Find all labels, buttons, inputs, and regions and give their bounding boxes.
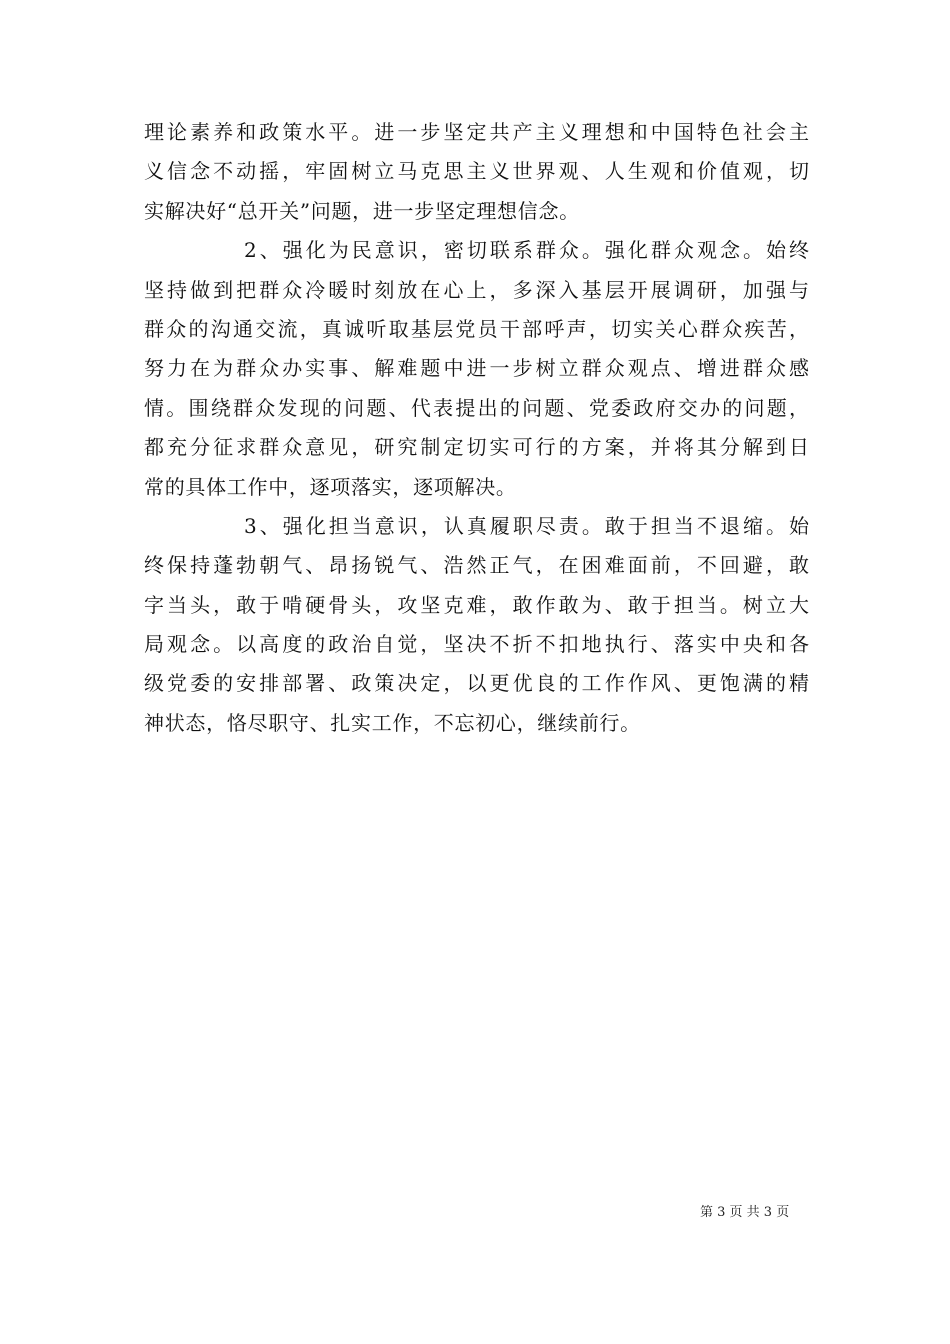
text-line: 终保持蓬勃朝气、昂扬锐气、浩然正气，在困难面前，不回避，敢 bbox=[144, 553, 809, 578]
text-line: 字当头，敢于啃硬骨头，攻坚克难，敢作敢为、敢于担当。树立大 bbox=[144, 592, 809, 617]
text-line: 理论素养和政策水平。进一步坚定共产主义理想和中国特色社会主 bbox=[144, 120, 809, 144]
text-line: 神状态，恪尽职守、扎实工作，不忘初心，继续前行。 bbox=[144, 710, 641, 735]
text-line: 局观念。以高度的政治自觉，坚决不折不扣地执行、落实中央和各 bbox=[144, 632, 809, 657]
text-line: 都充分征求群众意见，研究制定切实可行的方案，并将其分解到日 bbox=[144, 435, 809, 460]
page-number-footer: 第 3 页 共 3 页 bbox=[700, 1205, 790, 1220]
text-line: 实解决好“总开关”问题，进一步坚定理想信念。 bbox=[144, 198, 580, 223]
paragraph-2-heading-line: 2、强化为民意识，密切联系群众。强化群众观念。始终 bbox=[244, 238, 809, 263]
text-line: 情。围绕群众发现的问题、代表提出的问题、党委政府交办的问题， bbox=[144, 395, 809, 420]
text-line: 义信念不动摇，牢固树立马克思主义世界观、人生观和价值观，切 bbox=[144, 159, 809, 184]
text-line: 群众的沟通交流，真诚听取基层党员干部呼声，切实关心群众疾苦， bbox=[144, 316, 809, 341]
text-line: 努力在为群众办实事、解难题中进一步树立群众观点、增进群众感 bbox=[144, 356, 809, 381]
text-line: 坚持做到把群众冷暖时刻放在心上，多深入基层开展调研，加强与 bbox=[144, 277, 809, 302]
text-line: 常的具体工作中，逐项落实，逐项解决。 bbox=[144, 474, 517, 499]
text-line: 级党委的安排部署、政策决定，以更优良的工作作风、更饱满的精 bbox=[144, 671, 809, 696]
paragraph-3-heading-line: 3、强化担当意识，认真履职尽责。敢于担当不退缩。始 bbox=[244, 513, 809, 538]
body-text bbox=[144, 113, 809, 743]
